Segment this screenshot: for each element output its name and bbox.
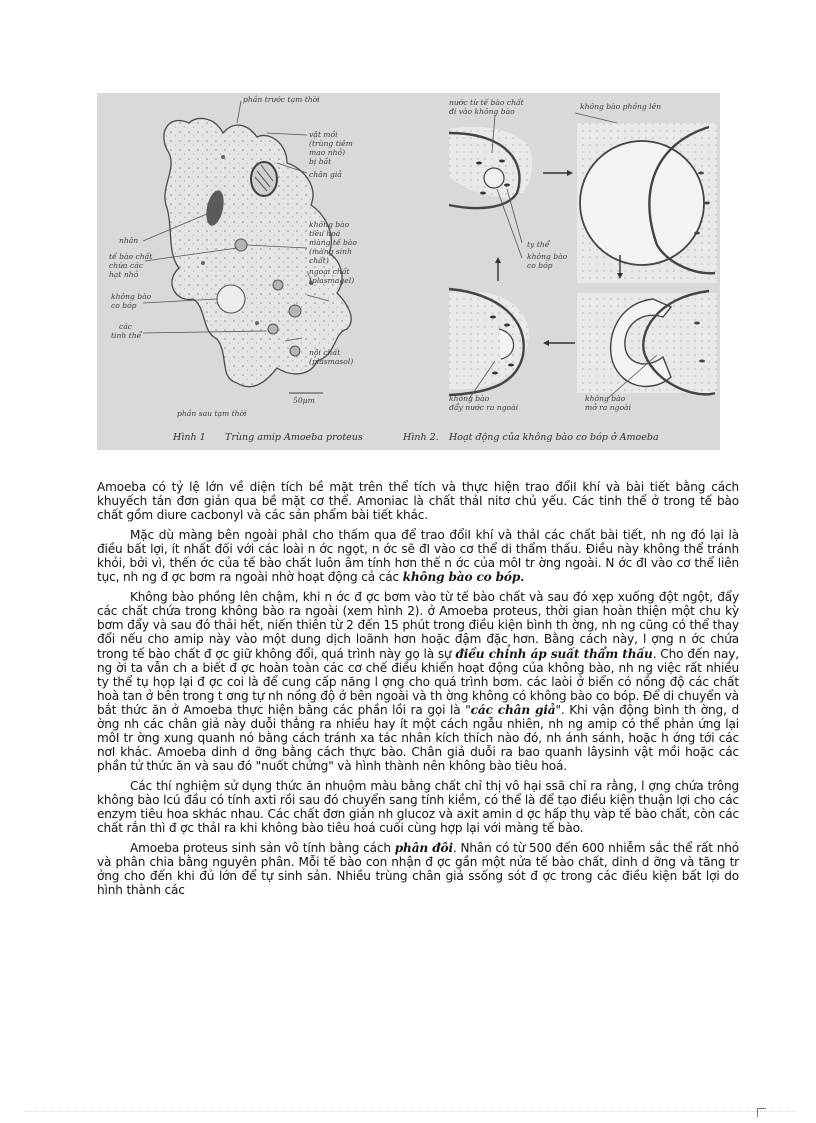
term-contractile-vacuole: không bào co bóp. xyxy=(402,570,525,585)
label-open-out-2: mở ra ngoài xyxy=(585,403,632,412)
label-ectoplasm-2: (plasmagel) xyxy=(309,276,355,285)
label-cytoplasm-2: chứa các xyxy=(109,261,144,270)
label-food-vacuole-1: không bào xyxy=(309,220,350,229)
label-rear: phần sau tạm thời xyxy=(177,409,247,418)
label-prey-2: (trùng tiêm xyxy=(309,139,353,148)
paragraph-3: Không bào phồng lên chậm, khi n ớc đ ợc bơm vào từ tế bào chất và sau đó xẹp xuống đột ngột, đẩy các chất chứa trong không bào ra ngoài (xem hình 2). ở Amoeba proteus, thời gian hoàn thiện một chu kỳ bơm đẩy và sau đó thải hết, niến thiên từ 2 đến 15 phút trong điều kiện bình th ờng, nh ng cũng có thể thay đổi nếu cho amip này vào một dung dịch loãnh hơn hoặc đậm đặc hơn. Bằng cách này, l ợng n ớc chứa trong tế bào chất đ ợc giữ không đổi, quá trình này gọ là sự điều chỉnh áp suất thẩm thấu. Cho đến nay, ng ời ta vẫn ch a biết đ ợc hoàn toàn các cơ chế điều khiển hoạt động của không bào, nh ng việc rất nhiều ty thể tụ họp lại đ ợc coi là để cung cấp năng l ợng cho quá trình bơm. các laòi ở biển có nồng độ các chất hoà tan ở bên trong t ơng tự nh nồng độ ở bên ngoài và th ờng không có không bào co bóp. Để di chuyển và bắt thức ăn ở Amoeba thực hiện bằng các phần lồi ra gọi là "các chân giả". Khi vận động bình th ờng, d ờng nh các chân giả này duỗi thẳng ra nhiều hay ít một cách ngẫu nhiên, nh ng amip có thể phản ứng lại môI tr ờng xung quanh nó bằng cách tránh xa tác nhân kích thích nào đó, nh ánh sánh, hoặc h ớng tới các nơI khác. Amoeba dinh d ỡng bằng cách thực bào. Chân giả duỗi ra bao quanh lâysinh vật mồi hoặc các phần tử thức ăn và sau đó "nuốt chửng" và hình thành nên không bào tiêu hoá. xyxy=(97,590,739,773)
label-cytoplasm-3: hạt nhỏ xyxy=(109,270,139,279)
fig1-caption-num: Hình 1 xyxy=(173,432,206,443)
label-ectoplasm-1: ngoại chất xyxy=(309,267,350,276)
label-scale: 50μm xyxy=(293,396,315,405)
fig2-caption-num: Hình 2. xyxy=(403,432,439,443)
fig1-caption-text: Trùng amip Amoeba proteus xyxy=(225,432,363,443)
term-pseudopods: các chân giả xyxy=(470,702,556,717)
contractile-vacuole-shape xyxy=(217,285,245,313)
label-crystals-2: tinh thể xyxy=(111,331,142,340)
vacuole-cycle-drawing xyxy=(449,113,717,399)
term-osmoregulation: điều chỉnh áp suất thẩm thấu xyxy=(455,646,653,661)
label-prey-1: vật mồi xyxy=(309,130,338,139)
label-membrane-2: (màng sinh xyxy=(309,247,352,256)
label-front: phần trước tạm thời xyxy=(243,95,320,104)
label-prey-3: mao nhỏ) xyxy=(309,148,346,157)
paragraph-4: Các thí nghiệm sử dụng thức ăn nhuộm màu bằng chất chỉ thị vô hại ssã chỉ ra rằng, l ợng chứa trông không bào lcú đầu có tính axti rồi sau đó chuyển sang tính kiềm, có thể là để tạo điều kiện thuận lợi cho các enzym tiêu hoa skhác nhau. Các chất đơn giản nh glucoz và axit amin d ợc hấp thụ vàp tế bào chất, còn các chất rắn thì đ ợc thảI ra khi không bào tiêu hoá cuối cùng hợp lại với màng tế bào. xyxy=(97,778,739,836)
label-cytoplasm-1: tế bào chất xyxy=(109,252,153,261)
label-water-in-2: đi vào không bào xyxy=(449,107,515,116)
paragraph-5: Amoeba proteus sinh sản vô tính bằng cách phân đôi. Nhân có từ 500 đến 600 nhiễm sắc thể rất nhỏ và phân chia bằng nguyên phân. Mỗi tế bào con nhận đ ợc gần một nửa tế bào chất, dinh d ỡng và tăng tr ởng cho đến khi đủ lớn để tự sinh sản. Nhiều trùng chân giả ssống sót đ ợc trong các điều kiện bất lợi do hình thành các xyxy=(97,841,739,898)
label-push-out-1: không bào xyxy=(449,394,490,403)
page-bottom-rule xyxy=(25,1111,795,1112)
amoeba-figure xyxy=(97,93,720,450)
label-contractile-2: co bóp xyxy=(111,301,137,310)
fig2-caption-text: Hoạt động của không bào co bóp ở Amoeba xyxy=(449,432,659,443)
term-binary-fission: phân đôi xyxy=(394,841,453,856)
label-water-in-1: nước từ tế bào chất xyxy=(449,98,524,107)
label-nucleus: nhân xyxy=(119,236,139,245)
label-mito-3: co bóp xyxy=(527,261,553,270)
label-prey-4: bị bắt xyxy=(309,157,332,166)
label-mito-2: không bào xyxy=(527,252,568,261)
paragraph-2: Mặc dù màng bên ngoài phảI cho thấm qua để trao đổiI khí và thảI các chất bài tiết, nh ng đó lại là điều bất lợi, ít nhất đối với các loài n ớc ngọt, n ớc sẽ đI vào cơ thể di thẩm thấu. Điều này không thể tránh khỏi, bởi vì, thến ớc của tế bào chất luôn âm tính hơn thế n ớc của môI tr ờng ngoài. N ớc đI vào cơ thể liên tục, nh ng đ ợc bơm ra ngoài nhờ hoạt động cả các không bào co bóp. xyxy=(97,528,739,585)
label-crystals-1: các xyxy=(119,322,133,331)
label-food-vacuole-2: tiêu hoá xyxy=(309,229,341,238)
label-swelling: không bào phồng lên xyxy=(580,102,661,111)
page-corner-mark xyxy=(757,1108,766,1117)
label-contractile-1: không bào xyxy=(111,292,152,301)
body-text xyxy=(97,480,739,903)
label-push-out-2: đẩy nước ra ngoài xyxy=(449,403,519,412)
label-mito-1: ty thể xyxy=(527,240,550,249)
label-membrane-1: màng tế bào xyxy=(309,238,357,247)
figure-illustration xyxy=(97,93,720,450)
label-endoplasm-1: nội chất xyxy=(309,348,341,357)
label-pseudopod: chân giả xyxy=(309,170,342,179)
label-endoplasm-2: (plasmasol) xyxy=(309,357,354,366)
label-membrane-3: chất) xyxy=(309,256,329,265)
paragraph-1: Amoeba có tỷ lệ lớn về diện tích bề mặt trên thể tích và thực hiện trao đổiI khí và bài tiết bằng cách khuyếch tán đơn giản qua bề mặt cơ thể. Amoniac là chất thảI nitơ chủ yếu. Các tinh thể ở trong tế bào chất gồm diure cacbonyl và các sản phẩm bài tiết khác. xyxy=(97,480,739,523)
label-open-out-1: không bào xyxy=(585,394,626,403)
